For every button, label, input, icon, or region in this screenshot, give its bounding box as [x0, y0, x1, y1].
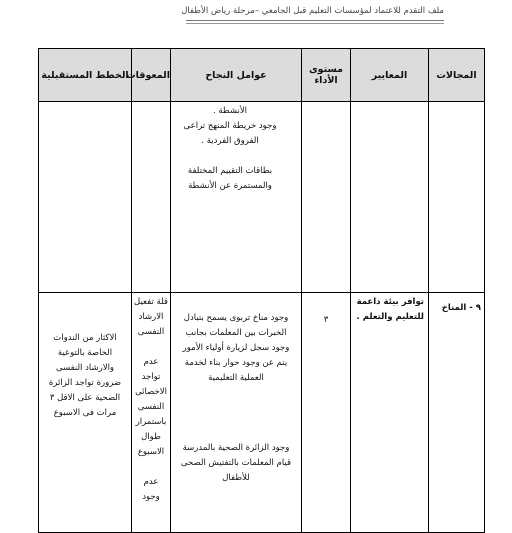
muawwiqat-line: النفسى [137, 402, 165, 412]
awamil-line: قيام المعلمات بالتفتيش الصحى [180, 458, 292, 468]
awamil-line: العملية التعليمية [208, 373, 264, 383]
awamil-line: وجود الزائرة الصحية بالمدرسة [182, 443, 290, 453]
cell-khutat [39, 102, 132, 293]
header-awamil: عوامل النجاح [171, 49, 302, 102]
table-header-row [39, 49, 485, 102]
khutat-line: الاكثار من الندوات [53, 333, 117, 343]
cell-muawwiqat [132, 102, 171, 293]
cell-mustawa [302, 293, 351, 533]
awamil-line: يتم عن وجود حوار بناء لخدمة [184, 358, 288, 368]
cell-majal [429, 102, 485, 293]
standards-table [38, 48, 485, 533]
khutat-line: ضرورة تواجد الزائرة [48, 378, 122, 388]
muawwiqat-line: تواجد [141, 372, 161, 382]
header-maayir: المعايير [351, 49, 429, 102]
muawwiqat-line: النفسى [137, 327, 165, 337]
mustawa-value: ٣ [323, 315, 329, 325]
majal-text: ٩ - المناخ [441, 303, 481, 313]
header-majalat: المجالات [429, 49, 485, 102]
khutat-line: الصحية على الاقل ٣ [49, 393, 121, 403]
table-row [39, 293, 485, 533]
cell-awamil [171, 293, 302, 533]
awamil-line: وجود خريطة المنهج تراعى [183, 121, 277, 131]
muawwiqat-line: الارشاد [138, 312, 164, 322]
khutat-line: والارشاد النفسى [55, 363, 115, 373]
cell-majal [429, 293, 485, 533]
page-header: ملف التقدم للاعتماد لمؤسسات التعليم قبل الجامعي –مرحلة رياض الأطفال [186, 4, 444, 21]
muawwiqat-line: قلة تفعيل [134, 297, 168, 307]
cell-mustawa [302, 102, 351, 293]
cell-muawwiqat [132, 293, 171, 533]
cell-khutat [39, 293, 132, 533]
muawwiqat-line: الاسبوع [137, 447, 165, 457]
awamil-line: الفروق الفردية . [201, 136, 259, 146]
muawwiqat-line: عدم [143, 357, 159, 367]
muawwiqat-line: الاخصائى [135, 387, 167, 397]
header-khutat: الخطط المستقبلية [39, 49, 132, 102]
header-mustawa: مستوى الأداء [302, 49, 351, 102]
table-row [39, 102, 485, 293]
khutat-line: الخاصة بالتوعية [57, 348, 113, 358]
awamil-line: الخبرات بين المعلمات بجانب [185, 328, 287, 338]
awamil-spacer [175, 386, 297, 441]
khutat-line: مرات فى الاسبوع [53, 408, 117, 418]
awamil-spacer [177, 149, 283, 164]
awamil-line: للأطفال [222, 473, 250, 483]
muawwiqat-line: عدم [143, 477, 159, 487]
awamil-line: والمستمرة عن الأنشطة [188, 181, 272, 191]
muawwiqat-spacer [132, 340, 170, 355]
maayir-text: توافر بيئة داعمة للتعليم والتعلم . [356, 297, 424, 322]
awamil-line: وجود مناخ تربوى يسمح بتبادل [183, 313, 289, 323]
cell-awamil [171, 102, 302, 293]
header-divider [186, 23, 444, 24]
awamil-line: وجود سجل لزيارة أولياء الأمور [182, 343, 290, 353]
muawwiqat-line: باستمرار [135, 417, 167, 427]
muawwiqat-line: وجود [142, 492, 160, 502]
awamil-line: الأنشطة . [212, 106, 248, 116]
header-muawwiqat: المعوقات [132, 49, 171, 102]
awamil-line: بطاقات التقييم المختلفة [187, 166, 273, 176]
muawwiqat-line: طوال [141, 432, 161, 442]
cell-maayir [351, 102, 429, 293]
cell-maayir [351, 293, 429, 533]
muawwiqat-spacer [132, 460, 170, 475]
